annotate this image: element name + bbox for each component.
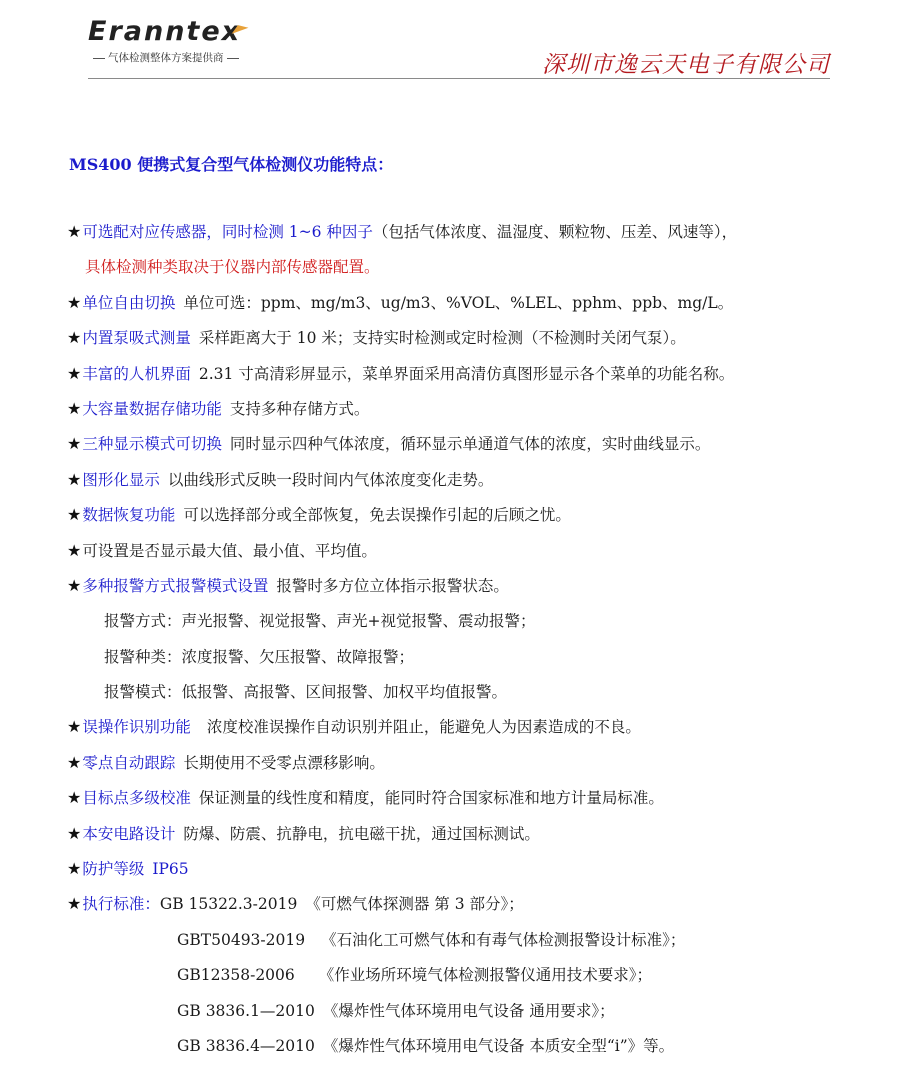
feature-item bbox=[67, 858, 867, 893]
star-icon: ★ bbox=[67, 823, 82, 843]
page-header bbox=[0, 0, 900, 80]
feature-item bbox=[67, 716, 867, 751]
standard-name: 《爆炸性气体环境用电气设备 通用要求》； bbox=[322, 1001, 615, 1020]
feature-heading: 单位自由切换 bbox=[82, 293, 176, 312]
feature-text: 采样距离大于 10 米；支持实时检测或定时检测（不检测时关闭气泵）。 bbox=[198, 329, 686, 348]
feature-heading: 数据恢复功能 bbox=[82, 506, 176, 525]
star-icon: ★ bbox=[67, 292, 82, 312]
feature-item bbox=[67, 752, 867, 787]
standard-code: GB 3836.1—2010 bbox=[177, 1001, 315, 1020]
feature-text: 可以选择部分或全部恢复，免去误操作引起的后顾之忧。 bbox=[183, 506, 571, 525]
star-icon: ★ bbox=[67, 328, 82, 348]
feature-item bbox=[67, 363, 867, 398]
standard-item bbox=[67, 964, 867, 999]
company-logo bbox=[88, 16, 242, 65]
feature-text: 保证测量的线性度和精度，能同时符合国家标准和地方计量局标准。 bbox=[198, 789, 664, 808]
standards-heading-row bbox=[67, 893, 867, 928]
logo-tagline: 气体检测整体方案提供商 bbox=[90, 50, 242, 65]
header-divider bbox=[88, 78, 830, 79]
company-name: 深圳市逸云天电子有限公司 bbox=[542, 52, 830, 78]
feature-item bbox=[67, 433, 867, 468]
feature-item bbox=[67, 504, 867, 539]
feature-text: 长期使用不受零点漂移影响。 bbox=[183, 753, 385, 772]
feature-text: （包括气体浓度、温湿度、颗粒物、压差、风速等）， bbox=[372, 223, 738, 241]
feature-item bbox=[67, 787, 867, 822]
feature-item bbox=[67, 398, 867, 433]
feature-text: IP65 bbox=[152, 860, 189, 879]
standard-name: 《可燃气体探测器 第 3 部分》； bbox=[305, 895, 524, 914]
feature-text: 报警时多方位立体指示报警状态。 bbox=[276, 576, 509, 595]
standard-item bbox=[67, 1035, 867, 1070]
feature-text: 支持多种存储方式。 bbox=[229, 399, 370, 418]
feature-item bbox=[67, 823, 867, 858]
feature-item bbox=[67, 540, 867, 575]
star-icon: ★ bbox=[67, 717, 82, 737]
standard-code: GB 15322.3-2019 bbox=[159, 895, 298, 914]
document-title: MS400 便携式复合型气体检测仪功能特点： bbox=[69, 155, 394, 174]
star-icon: ★ bbox=[67, 575, 82, 595]
alarm-detail: 报警种类：浓度报警、欠压报警、故障报警； bbox=[104, 647, 415, 666]
feature-heading: 多种报警方式报警模式设置 bbox=[82, 576, 269, 595]
star-icon: ★ bbox=[67, 398, 82, 418]
feature-text: 单位可选：ppm、mg/m3、ug/m3、%VOL、%LEL、pphm、ppb、mg/L。 bbox=[183, 293, 734, 312]
star-icon: ★ bbox=[67, 859, 82, 879]
star-icon: ★ bbox=[67, 222, 82, 241]
standard-item bbox=[67, 1000, 867, 1035]
feature-text: 2.31 寸高清彩屏显示，菜单界面采用高清仿真图形显示各个菜单的功能名称。 bbox=[198, 364, 735, 383]
feature-note: 具体检测种类取决于仪器内部传感器配置。 bbox=[85, 258, 380, 277]
feature-text: 防爆、防震、抗静电，抗电磁干扰，通过国标测试。 bbox=[183, 824, 540, 843]
star-icon: ★ bbox=[67, 469, 82, 489]
star-icon: ★ bbox=[67, 505, 82, 525]
feature-heading: 三种显示模式可切换 bbox=[82, 435, 222, 454]
star-icon: ★ bbox=[67, 363, 82, 383]
feature-text: 可设置是否显示最大值、最小值、平均值。 bbox=[82, 541, 377, 560]
feature-heading: 目标点多级校准 bbox=[82, 789, 191, 808]
feature-item bbox=[67, 469, 867, 504]
feature-item bbox=[67, 221, 867, 256]
logo-text: Eranntex bbox=[88, 16, 242, 47]
feature-text: 以曲线形式反映一段时间内气体浓度变化走势。 bbox=[167, 470, 494, 489]
alarm-detail: 报警模式：低报警、高报警、区间报警、加权平均值报警。 bbox=[104, 683, 508, 702]
standard-code: GB 3836.4—2010 bbox=[177, 1036, 315, 1055]
feature-item bbox=[67, 292, 867, 327]
feature-heading: 误操作识别功能 bbox=[82, 718, 191, 737]
feature-text: 浓度校准误操作自动识别并阻止，能避免人为因素造成的不良。 bbox=[206, 718, 641, 737]
star-icon: ★ bbox=[67, 894, 82, 914]
alarm-detail: 报警方式：声光报警、视觉报警、声光+视觉报警、震动报警； bbox=[104, 612, 536, 631]
star-icon: ★ bbox=[67, 434, 82, 454]
logo-wordmark bbox=[88, 16, 242, 48]
feature-heading: 内置泵吸式测量 bbox=[82, 329, 191, 348]
feature-text: 同时显示四种气体浓度，循环显示单通道气体的浓度，实时曲线显示。 bbox=[229, 435, 711, 454]
feature-item bbox=[67, 575, 867, 610]
feature-list bbox=[67, 221, 867, 1070]
star-icon: ★ bbox=[67, 540, 82, 560]
feature-heading: 防护等级 bbox=[82, 860, 145, 879]
star-icon: ★ bbox=[67, 788, 82, 808]
standard-name: 《石油化工可燃气体和有毒气体检测报警设计标准》； bbox=[321, 930, 686, 949]
feature-heading: 图形化显示 bbox=[82, 470, 160, 489]
feature-heading: 可选配对应传感器，同时检测 1~6 种因子 bbox=[82, 223, 373, 241]
standard-item bbox=[67, 929, 867, 964]
standard-code: GB12358-2006 bbox=[177, 966, 295, 985]
star-icon: ★ bbox=[67, 752, 82, 772]
standard-name: 《作业场所环境气体检测报警仪通用技术要求》； bbox=[318, 966, 653, 985]
feature-heading: 本安电路设计 bbox=[82, 824, 176, 843]
feature-heading: 丰富的人机界面 bbox=[82, 364, 191, 383]
standard-name: 《爆炸性气体环境用电气设备 本质安全型“i”》等。 bbox=[322, 1036, 675, 1055]
standard-code: GBT50493-2019 bbox=[177, 930, 306, 949]
feature-heading: 大容量数据存储功能 bbox=[82, 399, 222, 418]
feature-item bbox=[67, 327, 867, 362]
feature-heading: 零点自动跟踪 bbox=[82, 753, 176, 772]
standards-heading: 执行标准： bbox=[82, 895, 160, 914]
